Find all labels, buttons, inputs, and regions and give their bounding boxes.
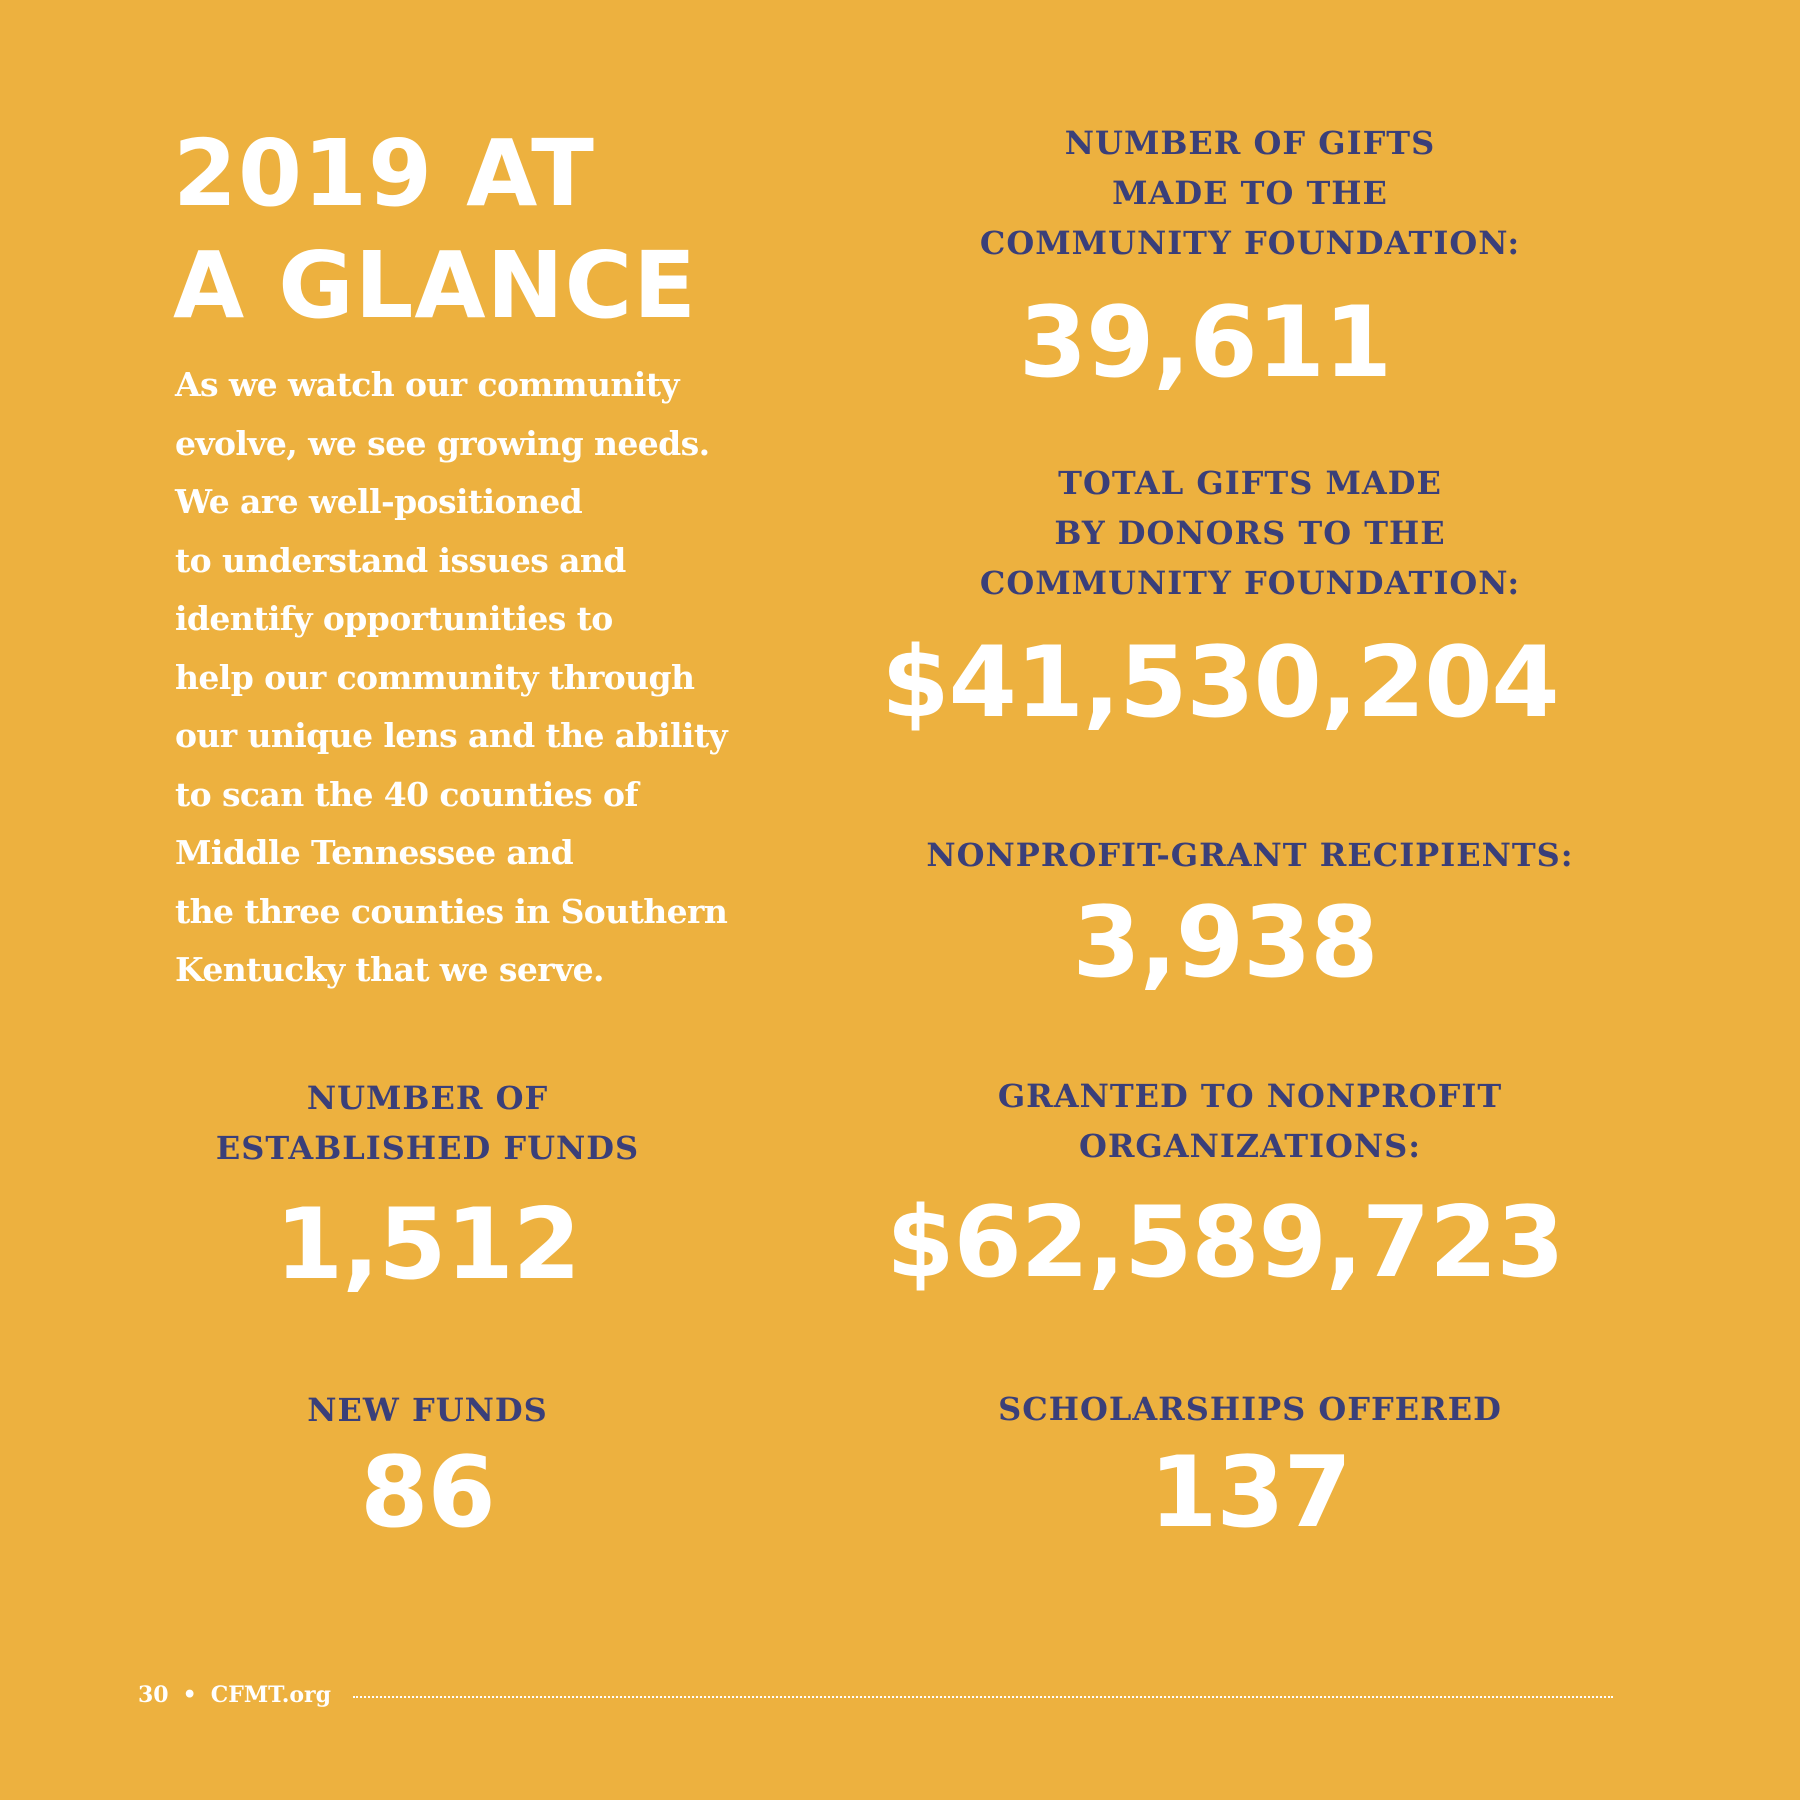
stat-label-line: NONPROFIT-GRANT RECIPIENTS: — [926, 836, 1574, 874]
stat-grant-recipients-value-wrap — [880, 888, 1570, 998]
stat-value-new-funds: 86 — [360, 1436, 495, 1550]
stat-label-line: MADE TO THE — [1112, 174, 1388, 212]
stat-label-line: COMMUNITY FOUNDATION: — [979, 564, 1521, 602]
intro-line: Middle Tennessee and — [175, 833, 574, 872]
stat-gifts-count-value-wrap — [900, 288, 1510, 398]
stat-label — [900, 830, 1600, 880]
stat-established-funds — [175, 1073, 680, 1173]
stat-label-line: ESTABLISHED FUNDS — [215, 1129, 640, 1167]
stat-granted-total-value-wrap — [880, 1188, 1570, 1298]
stat-label-line: GRANTED TO NONPROFIT — [997, 1077, 1503, 1115]
intro-line: identify opportunities to — [175, 599, 613, 638]
stat-scholarships-value-wrap — [900, 1438, 1600, 1548]
stat-value-gifts-count: 39,611 — [1018, 286, 1392, 400]
stat-granted-total — [900, 1071, 1600, 1171]
stat-label — [900, 458, 1600, 608]
stat-label-line: NUMBER OF — [306, 1079, 549, 1117]
stat-label-line: BY DONORS TO THE — [1054, 514, 1446, 552]
stat-label — [175, 1073, 680, 1173]
stat-value-scholarships: 137 — [1149, 1436, 1351, 1550]
stat-label — [900, 1384, 1600, 1434]
intro-line: to scan the 40 counties of — [175, 774, 638, 814]
page-number: 30 — [138, 1682, 169, 1708]
footer-separator: • — [182, 1682, 197, 1708]
intro-paragraph — [175, 356, 735, 1000]
stat-label — [900, 118, 1600, 268]
intro-line: As we watch our community — [175, 365, 679, 404]
stat-value-granted-total: $62,589,723 — [886, 1186, 1564, 1300]
stat-new-funds — [175, 1385, 680, 1435]
stat-label-line: NEW FUNDS — [307, 1391, 548, 1429]
dotted-rule — [353, 1696, 1613, 1698]
stat-gifts-count — [900, 118, 1600, 268]
stat-value-grant-recipients: 3,938 — [1072, 886, 1378, 1000]
stat-value-established-funds: 1,512 — [275, 1188, 580, 1302]
page-title — [173, 118, 697, 342]
stat-label-line: COMMUNITY FOUNDATION: — [979, 224, 1521, 262]
stat-established-funds-value-wrap — [175, 1190, 680, 1300]
intro-line: our unique lens and the ability — [175, 716, 728, 755]
stat-grant-recipients — [900, 830, 1600, 880]
stat-label-line: ORGANIZATIONS: — [1078, 1127, 1422, 1165]
stat-label-line: SCHOLARSHIPS OFFERED — [998, 1390, 1502, 1428]
stat-label — [900, 1071, 1600, 1171]
intro-line: We are well-positioned — [175, 482, 583, 521]
stat-gifts-total — [900, 458, 1600, 608]
intro-line: help our community through — [175, 657, 695, 697]
intro-line: Kentucky that we serve. — [175, 950, 604, 989]
stat-label-line: NUMBER OF GIFTS — [1064, 124, 1436, 162]
title-line-1: 2019 AT — [173, 120, 595, 227]
stat-new-funds-value-wrap — [175, 1438, 680, 1548]
intro-line: evolve, we see growing needs. — [175, 423, 710, 463]
stat-gifts-total-value-wrap — [880, 628, 1560, 738]
intro-line: to understand issues and — [175, 540, 626, 580]
stat-label — [175, 1385, 680, 1435]
page-footer — [138, 1680, 1613, 1710]
stat-value-gifts-total: $41,530,204 — [881, 626, 1559, 740]
site-link[interactable]: CFMT.org — [210, 1682, 332, 1708]
title-line-2: A GLANCE — [173, 232, 697, 339]
stat-scholarships — [900, 1384, 1600, 1434]
intro-line: the three counties in Southern — [175, 891, 728, 931]
stat-label-line: TOTAL GIFTS MADE — [1058, 464, 1442, 502]
